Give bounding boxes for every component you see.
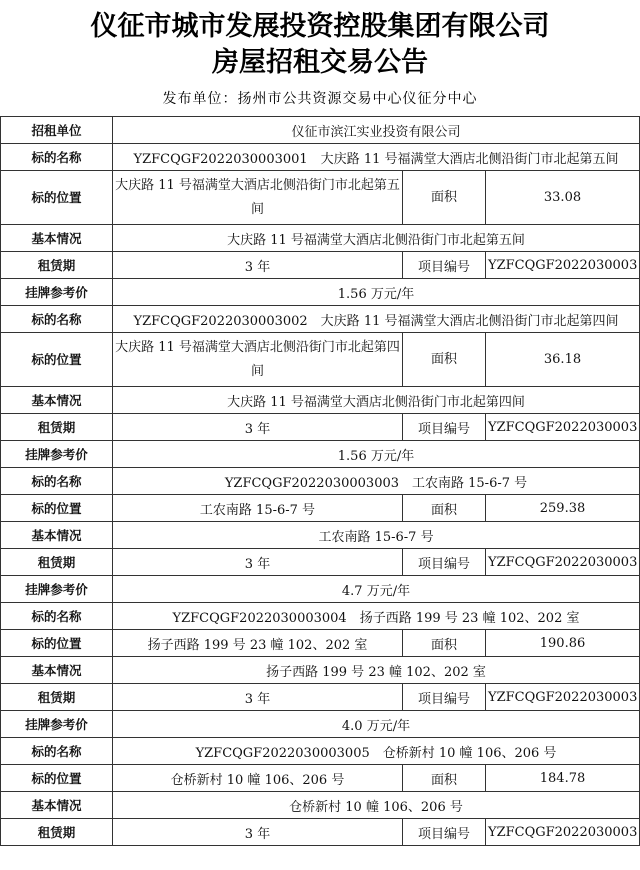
listing-table [0,116,640,846]
table-row [1,387,640,414]
basic-label: 基本情况 [1,792,113,819]
item-area: 184.78 [486,765,640,792]
item-term: 3 年 [113,819,403,846]
item-basic: 扬子西路 199 号 23 幢 102、202 室 [113,657,640,684]
table-row [1,144,640,171]
basic-label: 基本情况 [1,225,113,252]
area-label: 面积 [403,630,486,657]
name-label: 标的名称 [1,603,113,630]
location-label: 标的位置 [1,630,113,657]
term-label: 租赁期 [1,414,113,441]
item-project-no: YZFCQGF2022030003 [486,684,640,711]
table-row [1,630,640,657]
item-location: 大庆路 11 号福满堂大酒店北侧沿街门市北起第四间 [113,333,403,387]
price-label: 挂牌参考价 [1,576,113,603]
table-row [1,306,640,333]
table-row [1,252,640,279]
item-price: 1.56 万元/年 [113,441,640,468]
price-label: 挂牌参考价 [1,441,113,468]
price-label: 挂牌参考价 [1,711,113,738]
location-label: 标的位置 [1,495,113,522]
lessor-label: 招租单位 [1,117,113,144]
item-area: 190.86 [486,630,640,657]
term-label: 租赁期 [1,684,113,711]
price-label: 挂牌参考价 [1,279,113,306]
item-project-no: YZFCQGF2022030003 [486,549,640,576]
document-subtitle: 房屋招租交易公告 [212,47,428,78]
name-label: 标的名称 [1,306,113,333]
table-row [1,468,640,495]
table-row [1,225,640,252]
table-row [1,684,640,711]
item-term: 3 年 [113,684,403,711]
item-basic: 工农南路 15-6-7 号 [113,522,640,549]
item-location: 扬子西路 199 号 23 幢 102、202 室 [113,630,403,657]
table-row [1,576,640,603]
item-term: 3 年 [113,549,403,576]
table-row [1,279,640,306]
document-title: 仪征市城市发展投资控股集团有限公司 [90,11,550,42]
table-row [1,495,640,522]
table-row [1,549,640,576]
table-row [1,441,640,468]
table-row [1,765,640,792]
item-location: 大庆路 11 号福满堂大酒店北侧沿街门市北起第五间 [113,171,403,225]
project-no-label: 项目编号 [403,414,486,441]
table-row [1,333,640,387]
project-no-label: 项目编号 [403,549,486,576]
table-row [1,711,640,738]
table-row [1,522,640,549]
item-project-no: YZFCQGF2022030003 [486,819,640,846]
item-name: YZFCQGF2022030003005 仓桥新村 10 幢 106、206 号 [113,738,640,765]
area-label: 面积 [403,765,486,792]
location-label: 标的位置 [1,171,113,225]
basic-label: 基本情况 [1,387,113,414]
project-no-label: 项目编号 [403,819,486,846]
item-basic: 大庆路 11 号福满堂大酒店北侧沿街门市北起第五间 [113,225,640,252]
item-area: 259.38 [486,495,640,522]
item-price: 4.0 万元/年 [113,711,640,738]
table-row [1,738,640,765]
name-label: 标的名称 [1,144,113,171]
lessor-value: 仪征市滨江实业投资有限公司 [113,117,640,144]
item-price: 4.7 万元/年 [113,576,640,603]
item-location: 工农南路 15-6-7 号 [113,495,403,522]
location-label: 标的位置 [1,765,113,792]
item-term: 3 年 [113,414,403,441]
term-label: 租赁期 [1,549,113,576]
item-area: 33.08 [486,171,640,225]
table-row [1,657,640,684]
table-row [1,603,640,630]
lessor-row [1,117,640,144]
location-label: 标的位置 [1,333,113,387]
publisher-line: 发布单位：扬州市公共资源交易中心仪征分中心 [162,91,478,107]
area-label: 面积 [403,171,486,225]
item-location: 仓桥新村 10 幢 106、206 号 [113,765,403,792]
basic-label: 基本情况 [1,522,113,549]
table-row [1,414,640,441]
term-label: 租赁期 [1,252,113,279]
area-label: 面积 [403,333,486,387]
name-label: 标的名称 [1,468,113,495]
term-label: 租赁期 [1,819,113,846]
item-name: YZFCQGF2022030003001 大庆路 11 号福满堂大酒店北侧沿街门市北起第五间 [113,144,640,171]
item-project-no: YZFCQGF2022030003 [486,414,640,441]
item-name: YZFCQGF2022030003002 大庆路 11 号福满堂大酒店北侧沿街门市北起第四间 [113,306,640,333]
item-name: YZFCQGF2022030003004 扬子西路 199 号 23 幢 102、202 室 [113,603,640,630]
item-basic: 仓桥新村 10 幢 106、206 号 [113,792,640,819]
name-label: 标的名称 [1,738,113,765]
table-row [1,171,640,225]
item-area: 36.18 [486,333,640,387]
project-no-label: 项目编号 [403,684,486,711]
item-basic: 大庆路 11 号福满堂大酒店北侧沿街门市北起第四间 [113,387,640,414]
item-name: YZFCQGF2022030003003 工农南路 15-6-7 号 [113,468,640,495]
item-price: 1.56 万元/年 [113,279,640,306]
project-no-label: 项目编号 [403,252,486,279]
item-term: 3 年 [113,252,403,279]
table-row [1,819,640,846]
table-row [1,792,640,819]
basic-label: 基本情况 [1,657,113,684]
area-label: 面积 [403,495,486,522]
item-project-no: YZFCQGF2022030003 [486,252,640,279]
